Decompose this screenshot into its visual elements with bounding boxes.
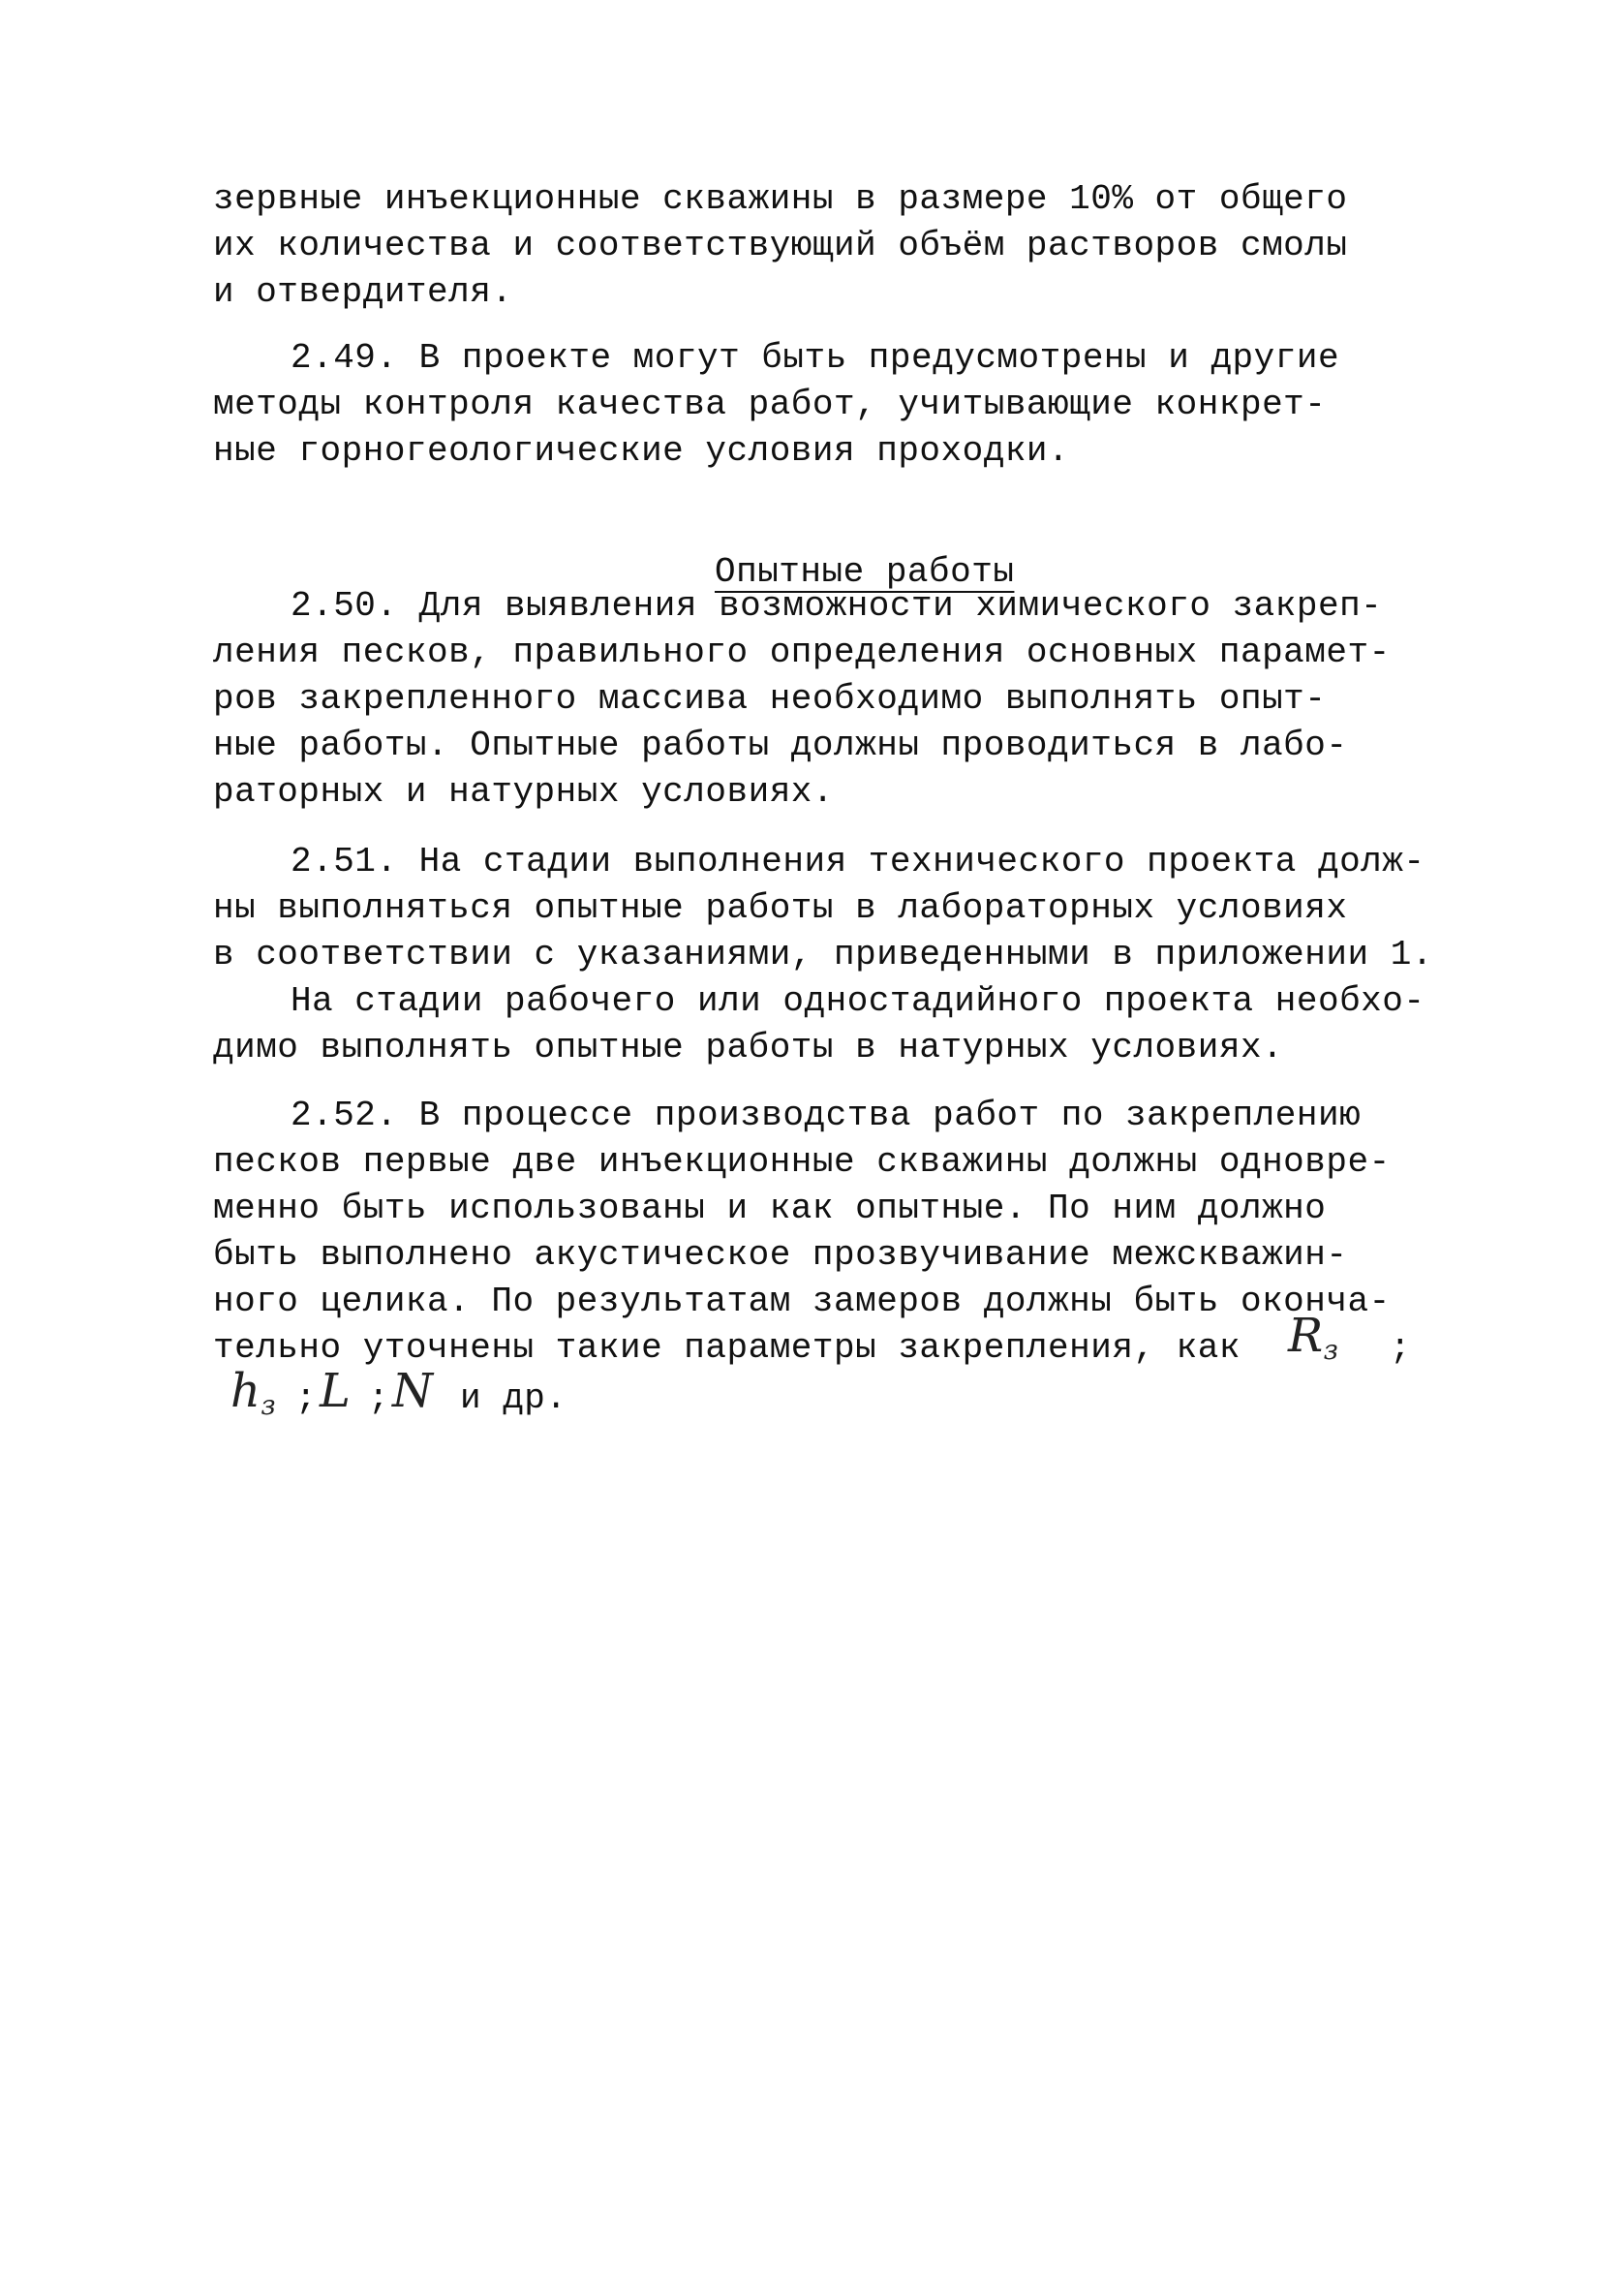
paragraph-2-52-line: быть выполнено акустическое прозвучивание межскважин- bbox=[213, 1235, 1348, 1275]
paragraph-2-49-line: 2.49. В проекте могут быть предусмотрены и другие bbox=[291, 338, 1340, 378]
handwritten-symbol-r3: $R_з$ bbox=[1288, 1309, 1339, 1366]
handwritten-symbol-l: L bbox=[320, 1364, 352, 1418]
section-heading-text: Опытные работы bbox=[714, 552, 1015, 592]
paragraph-2-51-line: в соответствии с указаниями, приведенными в приложении 1. bbox=[213, 935, 1433, 974]
paragraph-2-50-line: ные работы. Опытные работы должны проводиться в лабо- bbox=[213, 726, 1348, 765]
separator: ; bbox=[368, 1378, 390, 1418]
paragraph-2-51-line: димо выполнять опытные работы в натурных условиях. bbox=[213, 1028, 1284, 1067]
separator: ; bbox=[295, 1378, 318, 1418]
paragraph-2-51-line: ны выполняться опытные работы в лабораторных условиях bbox=[213, 888, 1348, 928]
paragraph-2-49-line: методы контроля качества работ, учитывающие конкрет- bbox=[213, 385, 1327, 424]
paragraph-2-50-line: раторных и натурных условиях. bbox=[213, 772, 835, 812]
paragraph-2-49-line: ные горногеологические условия проходки. bbox=[213, 431, 1070, 471]
paragraph-2-52-line: менно быть использованы и как опытные. По ним должно bbox=[213, 1189, 1327, 1228]
paragraph-2-50-line: ров закрепленного массива необходимо выполнять опыт- bbox=[213, 679, 1327, 719]
text-line: зервные инъекционные скважины в размере 10% от общего bbox=[213, 179, 1348, 219]
separator: ; bbox=[1390, 1328, 1412, 1368]
text-line: и отвердителя. bbox=[213, 272, 513, 312]
paragraph-2-52-line: тельно уточнены такие параметры закрепления, как bbox=[213, 1328, 1241, 1368]
paragraph-2-50-line: 2.50. Для выявления возможности химического закреп- bbox=[291, 586, 1383, 626]
paragraph-2-52-line: ного целика. По результатам замеров должны быть оконча- bbox=[213, 1282, 1391, 1321]
handwritten-symbol-h3: $h_з$ bbox=[230, 1364, 277, 1421]
text-line: их количества и соответствующий объём растворов смолы bbox=[213, 226, 1348, 265]
paragraph-2-50-line: ления песков, правильного определения основных парамет- bbox=[213, 633, 1391, 672]
handwritten-symbol-n: N bbox=[392, 1364, 434, 1418]
paragraph-2-51-line: 2.51. На стадии выполнения технического проекта долж- bbox=[291, 842, 1425, 881]
paragraph-2-52-line: 2.52. В процессе производства работ по закреплению bbox=[291, 1096, 1362, 1135]
text-tail: и др. bbox=[460, 1378, 567, 1418]
paragraph-2-51-line: На стадии рабочего или одностадийного проекта необхо- bbox=[291, 981, 1425, 1021]
paragraph-2-52-line: песков первые две инъекционные скважины должны одновре- bbox=[213, 1142, 1391, 1182]
